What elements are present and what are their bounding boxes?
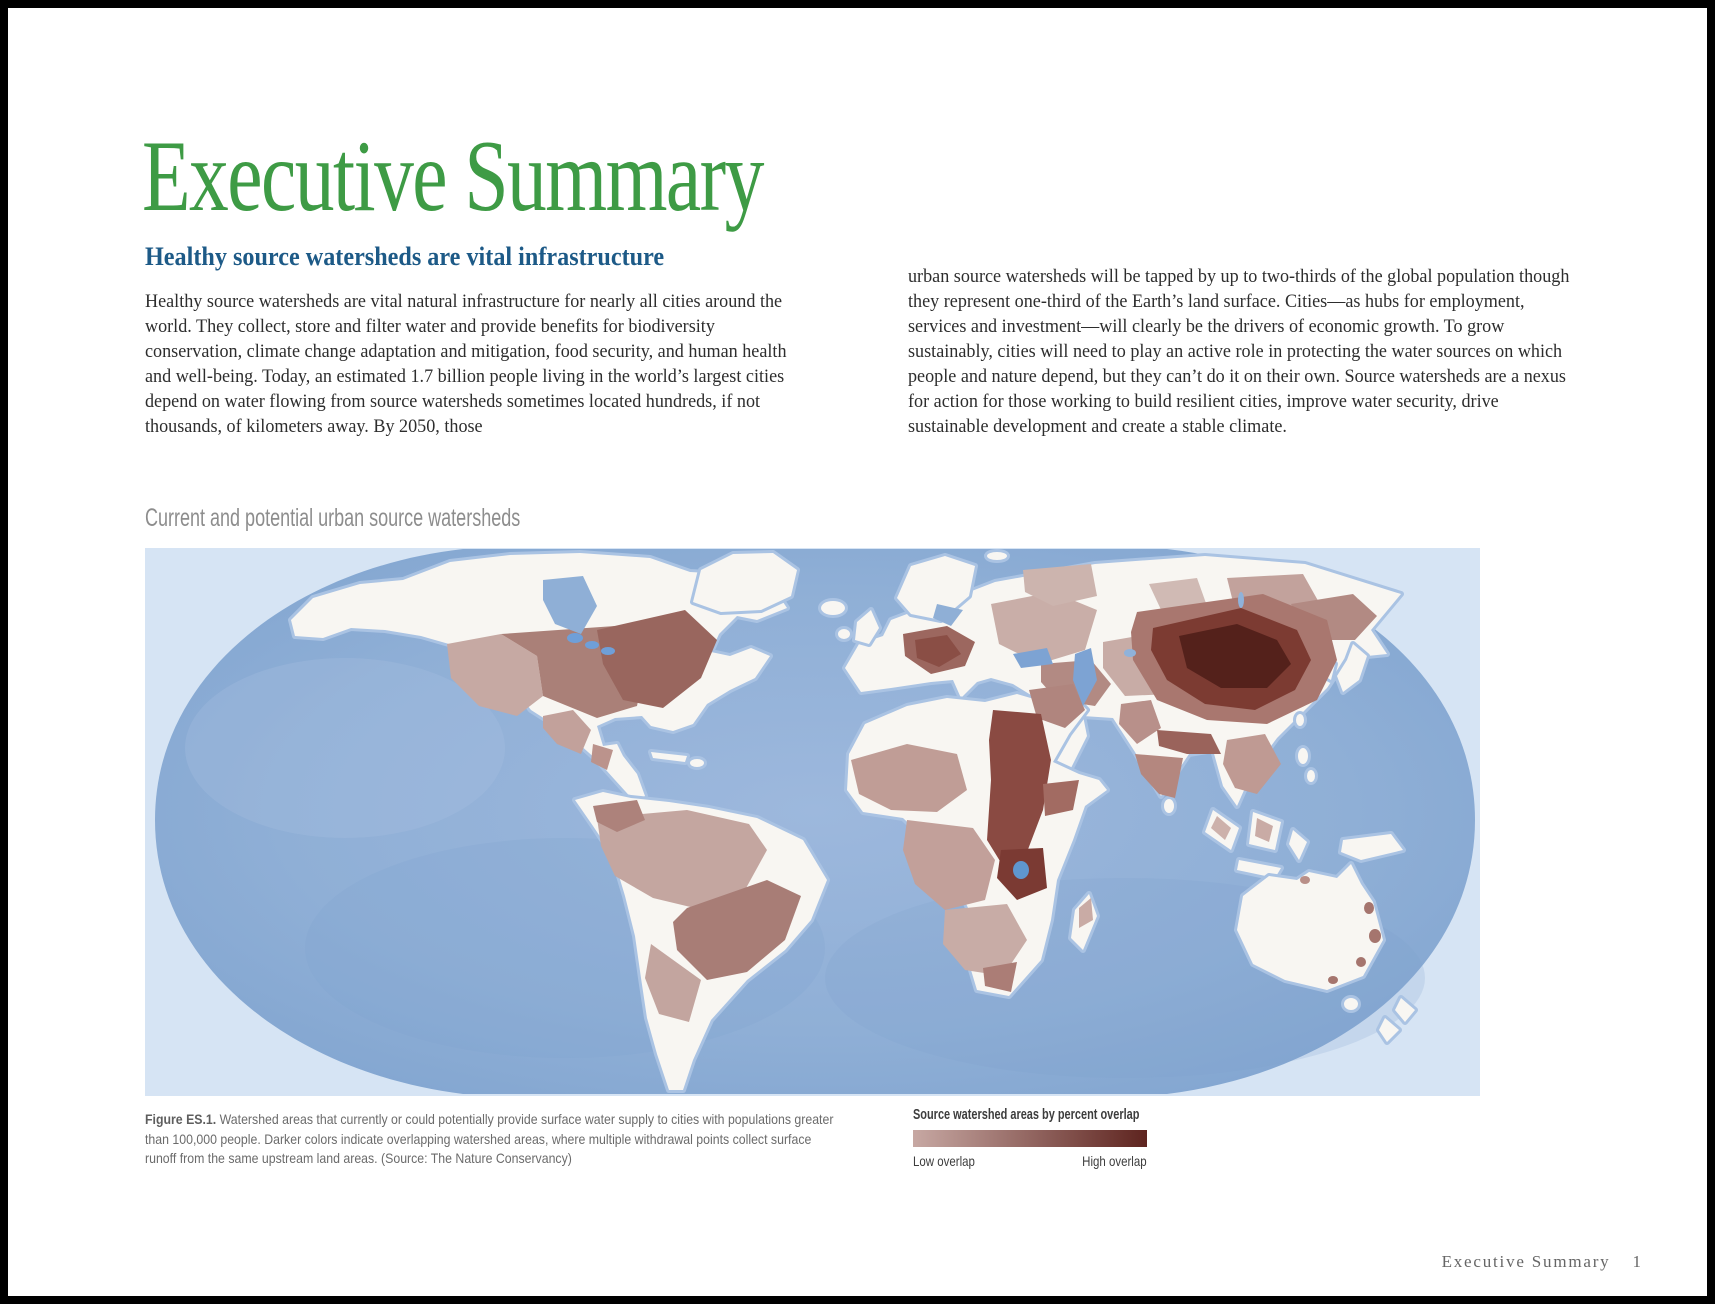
iceland bbox=[821, 601, 845, 615]
lake-baikal bbox=[1238, 592, 1244, 608]
document-page bbox=[8, 8, 1707, 1296]
watershed-australia-east bbox=[1356, 957, 1366, 967]
legend-high-label: High overlap bbox=[1082, 1153, 1147, 1169]
tasmania bbox=[1344, 998, 1358, 1010]
philippines bbox=[1307, 770, 1315, 782]
great-lake bbox=[567, 633, 583, 643]
lake-victoria bbox=[1013, 861, 1029, 879]
legend-title: Source watershed areas by percent overlap bbox=[913, 1106, 1140, 1123]
watershed-australia-north bbox=[1300, 876, 1310, 884]
figure-caption-label: Figure ES.1. bbox=[145, 1111, 217, 1127]
world-map-svg bbox=[145, 548, 1480, 1096]
page-title: Executive Summary bbox=[142, 120, 763, 233]
sri-lanka bbox=[1164, 799, 1174, 813]
body-paragraph-right-column: urban source watersheds will be tapped by up to two-thirds of the global population though they represent one-third of the Earth’s land surface. Cities—as hubs for employment, services and investment—will clearly be the drivers of economic growth. To grow sustainably, cities will need to play an active role in protecting the water sources on which people and nature depend, but they can’t do it on their own. Source watersheds are a nexus for action for those working to build resilient cities, improve water security, drive sustainable development and create a stable climate. bbox=[908, 266, 1570, 437]
great-lake bbox=[601, 647, 615, 655]
svalbard bbox=[987, 552, 1007, 560]
ocean-shading bbox=[185, 658, 505, 838]
section-heading: Healthy source watersheds are vital infrastructure bbox=[145, 242, 665, 271]
legend-low-label: Low overlap bbox=[913, 1153, 975, 1169]
watershed-australia-east bbox=[1328, 976, 1338, 984]
legend-gradient-bar bbox=[913, 1130, 1147, 1147]
figure-heading: Current and potential urban source watersheds bbox=[145, 504, 521, 532]
map-legend bbox=[913, 1106, 1153, 1169]
watershed-australia-east bbox=[1364, 902, 1374, 914]
figure-caption-text: Watershed areas that currently or could potentially provide surface water supply to cities with populations greater than 100,000 people. Darker colors indicate overlapping watershed areas, where multiple withdrawal points collect surface runoff from the same upstream land areas. (Source: The Nature Conservancy) bbox=[145, 1111, 834, 1166]
philippines bbox=[1298, 748, 1308, 764]
ireland bbox=[838, 629, 850, 639]
hispaniola bbox=[690, 759, 704, 767]
cuba bbox=[651, 752, 687, 762]
footer-section-label: Executive Summary bbox=[1441, 1252, 1611, 1271]
great-lake bbox=[585, 641, 599, 649]
taiwan bbox=[1296, 714, 1304, 726]
page-footer bbox=[1442, 1252, 1641, 1272]
watershed-australia-east bbox=[1369, 929, 1381, 943]
aral-sea bbox=[1124, 649, 1136, 657]
footer-page-number: 1 bbox=[1632, 1252, 1641, 1271]
body-paragraph-left-column: Healthy source watersheds are vital natural infrastructure for nearly all cities around the world. They collect, store and filter water and provide benefits for biodiversity conservation, climate change adaptation and mitigation, food security, and human health and well-being. Today, an estimated 1.7 billion people living in the world’s largest cities depend on water flowing from source watersheds sometimes located hundreds, if not thousands, of kilometers away. By 2050, those bbox=[145, 291, 787, 437]
figure-caption bbox=[145, 1110, 845, 1169]
legend-labels bbox=[913, 1153, 1147, 1169]
world-watershed-map-figure bbox=[145, 548, 1480, 1096]
